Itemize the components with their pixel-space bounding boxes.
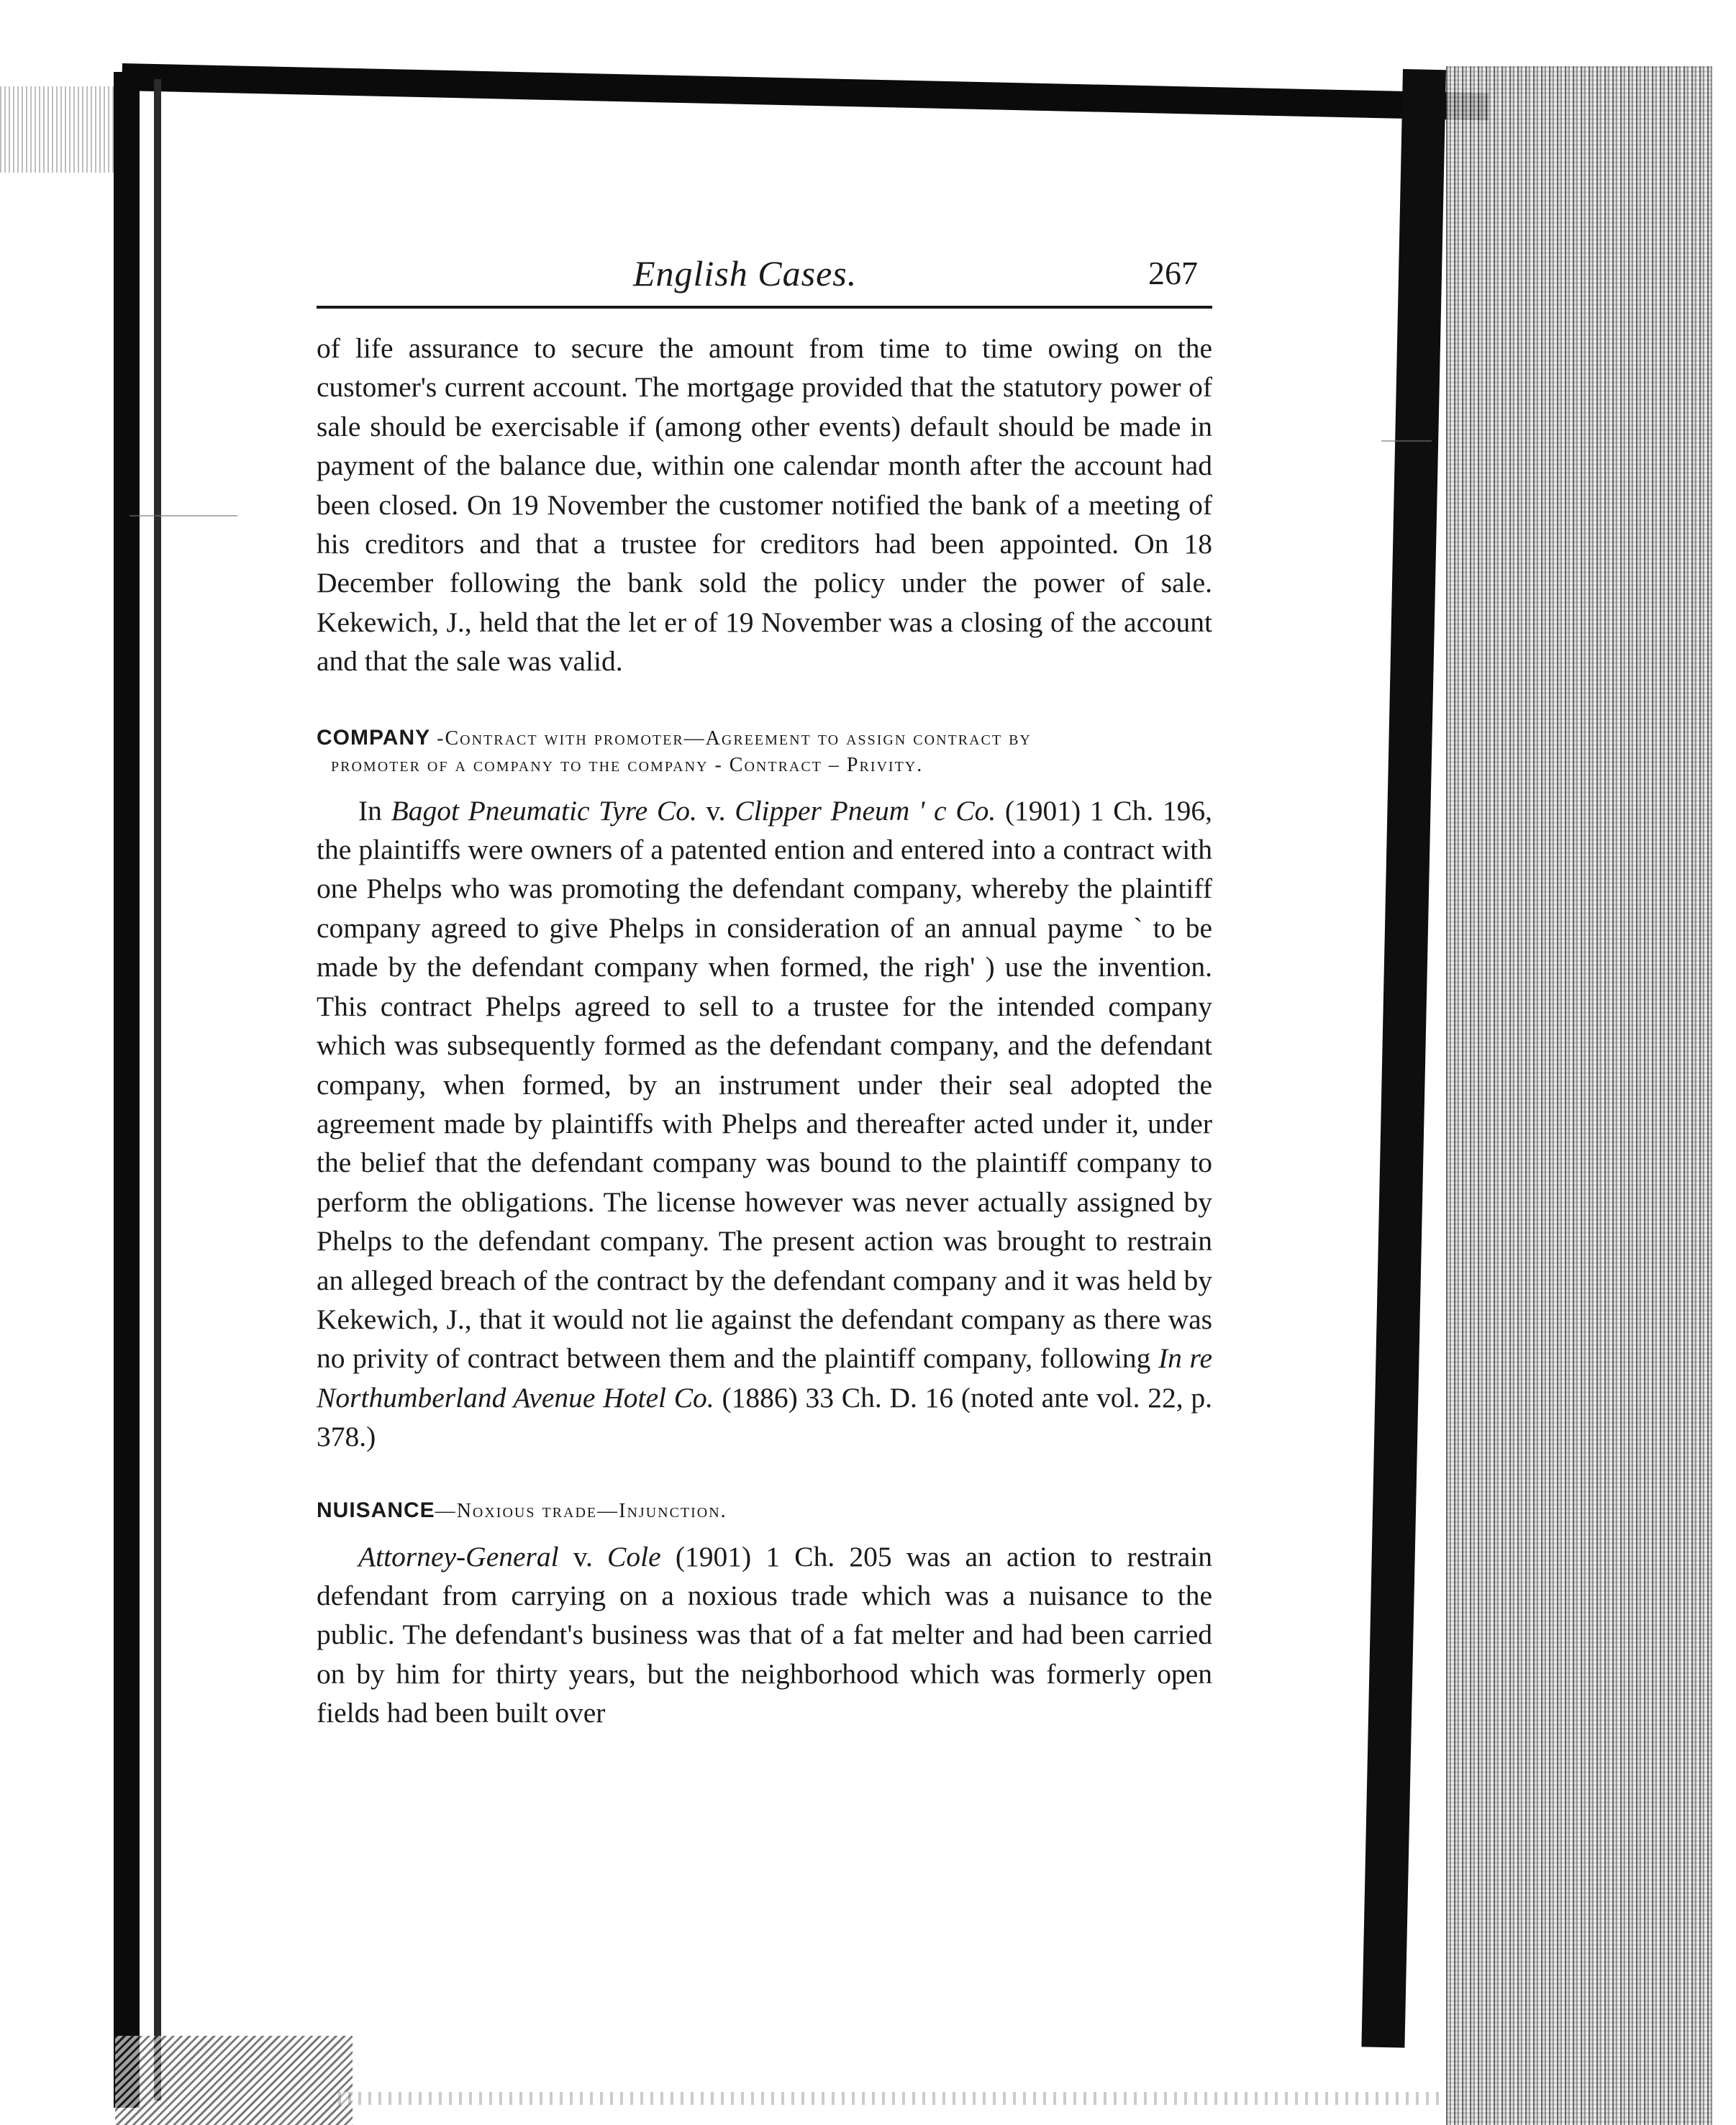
case-name: Bagot Pneumatic Tyre Co.	[391, 794, 697, 827]
case-name: Cole	[607, 1540, 661, 1573]
text: (1886) 33 Ch. D. 16 (noted ante vol. 22, p. 378.)	[317, 1381, 1212, 1453]
heading-subject: -Contract with promoter—Agreement to assign contract by	[430, 727, 1032, 750]
case-name: Attorney-General	[358, 1540, 559, 1573]
text: (1901) 1 Ch. 196, the plaintiffs were owners of a patented ention and entered into a contract with one Phelps who was promoting the defendant company, whereby the plaintiff company agreed to give Phelps in consideration of an annual payme ` to be made by the defendant company when formed, the righ' ) use the invention. This contract Phelps agreed to sell to a trustee for the intended company which was subsequently formed as the defendant company, and the defendant company, when formed, by an instrument under their seal adopted the agreement made by plaintiffs with Phelps and thereafter acted under it, under the belief that the defendant company was bound to the plaintiff company to perform the obligations. The license however was never actually assigned by Phelps to the defendant company. The present action was brought to restrain an alleged breach of the contract by the defendant company and it was held by Kekewich, J., that it would not lie against the defendant company as there was no privity of contract between them and the plaintiff company, following	[317, 794, 1213, 1375]
book-binding-edge	[114, 72, 140, 2108]
page-right-shadow	[1361, 69, 1446, 2048]
case-name: Clipper Pneum ' c Co.	[735, 794, 996, 827]
text: In	[358, 794, 391, 827]
paragraph-company-case	[317, 791, 1212, 1457]
scan-noise-bottom	[338, 2092, 1446, 2105]
book-gutter-line	[154, 79, 161, 2101]
text: v.	[696, 794, 735, 827]
text: v.	[558, 1540, 608, 1573]
paragraph-continuation: of life assurance to secure the amount from time to time owing on the customer's current account. The mortgage provided that the statutory power of sale should be exercisable if (among other events) default should be made in payment of the balance due, within one calendar month after the account had been closed. On 19 November the customer notified the bank of a meeting of his creditors and that a trustee for creditors had been appointed. On 18 December following the bank sold the policy under the power of sale. Kekewich, J., held that the let er of 19 November was a closing of the account and that the sale was valid.	[317, 332, 1212, 678]
scan-noise-top-left	[0, 86, 115, 173]
running-head	[317, 248, 1212, 306]
header-rule	[317, 306, 1212, 309]
text: (1901) 1 Ch. 205 was an action to restrain defendant from carrying on a noxious trade which was a nuisance to the public. The defendant's business was that of a fat melter and had been carried on by him for thirty years, but the neighborhood which was formerly open fields had been built over	[317, 1540, 1213, 1729]
margin-mark	[129, 515, 237, 517]
heading-keyword: COMPANY	[317, 725, 431, 750]
running-title: English Cases.	[633, 253, 858, 294]
book-page	[317, 248, 1212, 1733]
page-stack-edge	[1446, 66, 1736, 2125]
heading-subject: —Noxious trade—Injunction.	[435, 1499, 727, 1522]
heading-keyword: NUISANCE	[317, 1498, 435, 1522]
paragraph-nuisance-case	[317, 1537, 1212, 1733]
book-top-edge	[122, 63, 1489, 120]
heading-subject-continued: promoter of a company to the company - Contract – Privity.	[331, 753, 924, 776]
section-heading-nuisance	[317, 1497, 1212, 1524]
case-name: In re Northumberland Avenue Hotel Co.	[317, 1342, 1212, 1414]
section-heading-company	[317, 724, 1212, 778]
scan-noise-bottom-left	[115, 2036, 353, 2125]
page-number: 267	[1148, 255, 1198, 291]
scan-right-margin	[1712, 0, 1736, 2125]
margin-mark	[1381, 440, 1432, 442]
